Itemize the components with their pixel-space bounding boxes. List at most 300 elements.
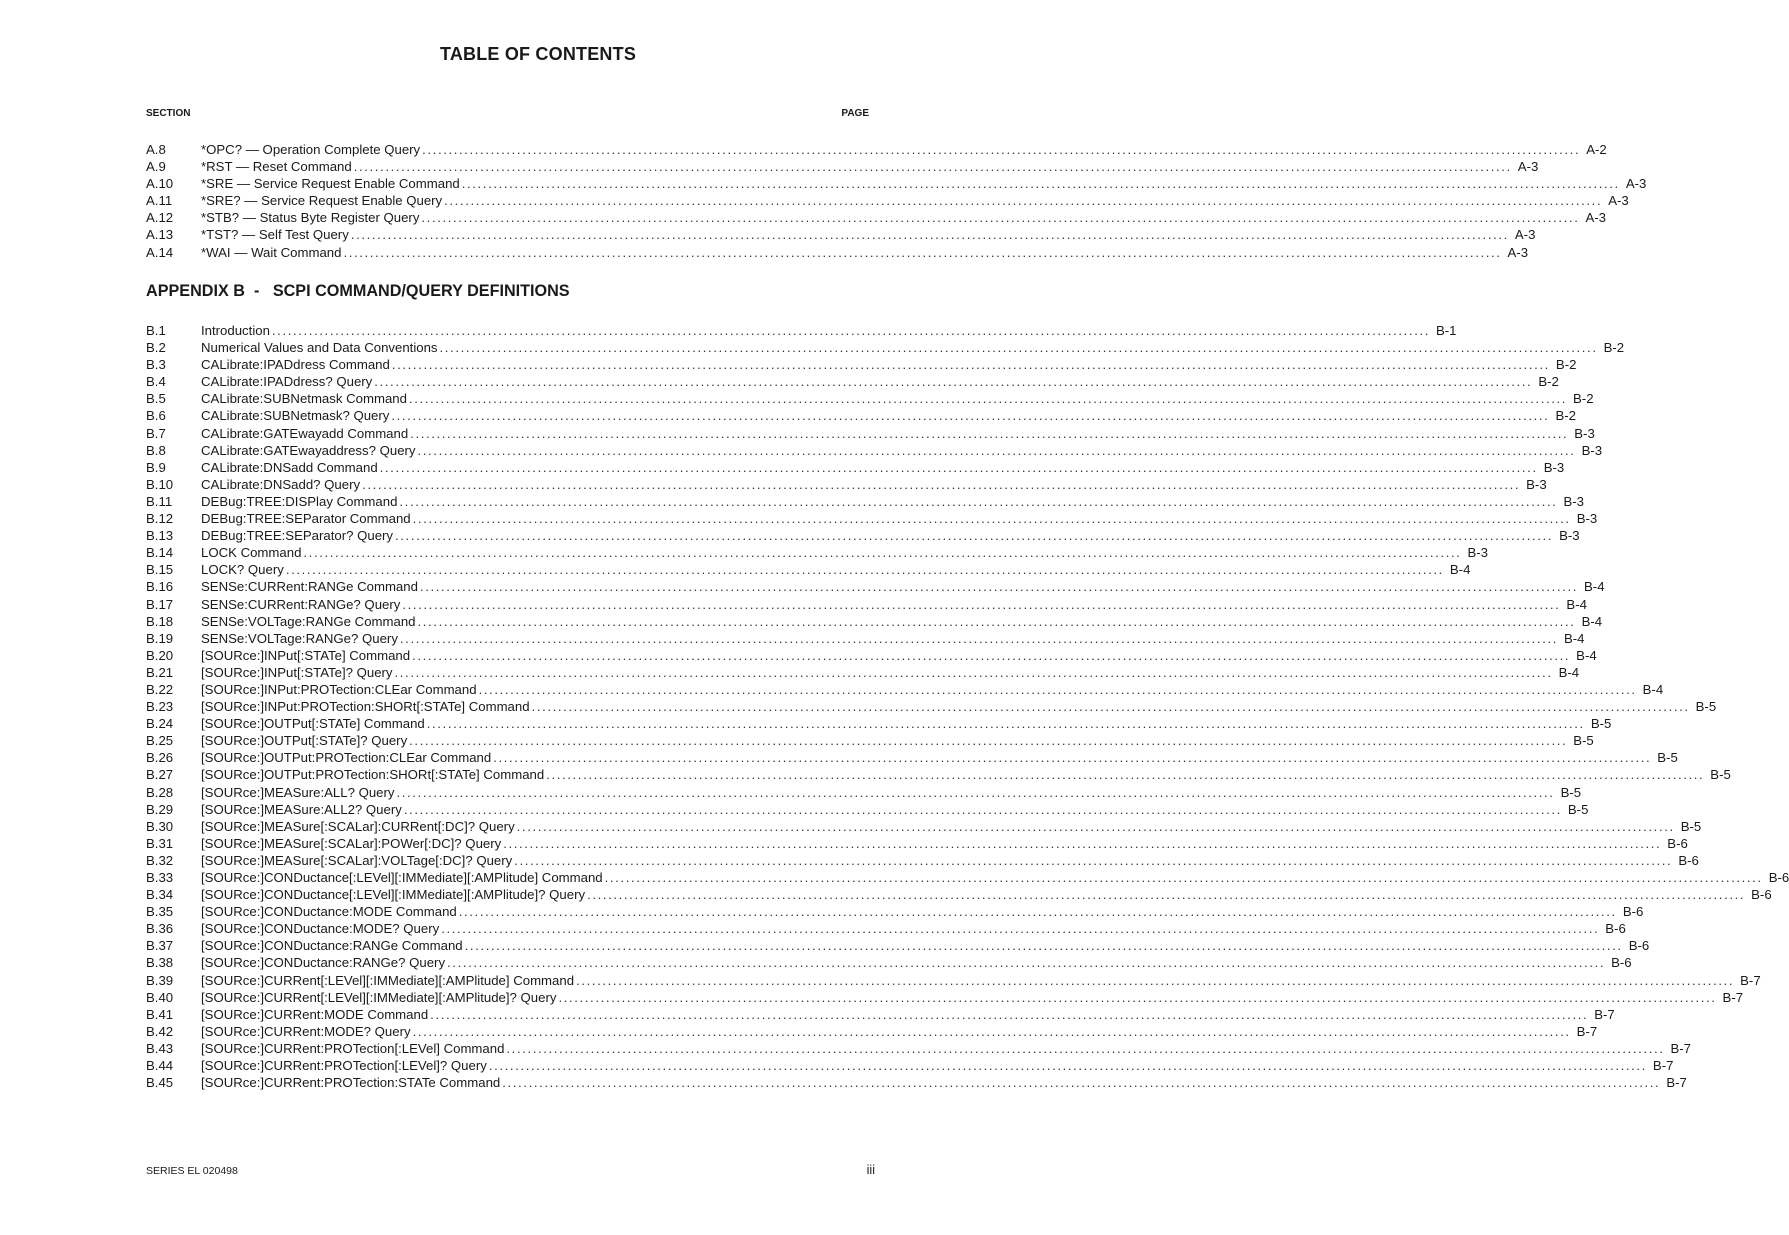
toc-entry-page: A-2 (1586, 142, 1607, 157)
toc-entry-line (201, 698, 1717, 715)
toc-entry-page: B-7 (1576, 1023, 1598, 1039)
toc-entry[interactable] (146, 937, 1650, 954)
toc-entry-title: *SRE — Service Request Enable Command (201, 176, 460, 192)
toc-entry[interactable] (146, 578, 1605, 595)
toc-entry-number: B.35 (146, 904, 174, 920)
toc-entry-page: B-6 (1628, 938, 1650, 954)
toc-entry-line (201, 339, 1625, 356)
toc-entry-number: B.15 (146, 562, 174, 578)
toc-entry-title: [SOURce:]INPut[:STATe]? Query (201, 664, 393, 680)
toc-entry-page: A-3 (1517, 159, 1539, 175)
toc-entry-title: CALibrate:SUBNetmask? Query (201, 408, 390, 424)
toc-entry-number: A.11 (146, 193, 173, 209)
toc-entry[interactable] (146, 244, 1529, 261)
toc-entry[interactable] (146, 442, 1603, 459)
toc-entry[interactable] (146, 886, 1772, 903)
toc-entry-title: [SOURce:]MEASure[:SCALar]:VOLTage[:DC]? Query (201, 852, 513, 868)
toc-entry[interactable] (146, 784, 1582, 801)
toc-entry-page: B-3 (1563, 493, 1585, 509)
toc-entry-leader-dots: ............................................................................................................................................................................................................................ (412, 1023, 1571, 1039)
toc-entry-line (201, 175, 1647, 192)
toc-entry-title: [SOURce:]INPut:PROTection:CLEar Command (201, 681, 477, 697)
toc-entry-leader-dots: ............................................................................................................................................................................................................................ (343, 244, 1502, 260)
toc-entry-page: B-2 (1573, 391, 1594, 407)
toc-entry-page: B-3 (1574, 425, 1595, 441)
toc-entry-leader-dots: ............................................................................................................................................................................................................................ (430, 1006, 1589, 1022)
toc-entry-title: [SOURce:]OUTPut:PROTection:CLEar Command (201, 750, 492, 766)
toc-entry[interactable] (146, 852, 1699, 869)
toc-entry-leader-dots: ............................................................................................................................................................................................................................ (409, 733, 1568, 749)
toc-entry-line (201, 209, 1607, 226)
toc-entry-title: [SOURce:]CONDuctance:MODE? Query (201, 921, 440, 937)
toc-entry[interactable] (146, 158, 1539, 175)
toc-entry-leader-dots: ............................................................................................................................................................................................................................ (441, 921, 1600, 937)
toc-entry-title: [SOURce:]CURRent[:LEVel][:IMMediate][:AMPlitude]? Query (201, 989, 557, 1005)
toc-entry-page: A-3 (1608, 193, 1629, 209)
toc-entry-number: A.10 (146, 176, 174, 192)
toc-entry-leader-dots: ............................................................................................................................................................................................................................ (419, 579, 1578, 595)
toc-entry-line (201, 664, 1580, 681)
toc-entry[interactable] (146, 698, 1717, 715)
toc-entry-title: CALibrate:DNSadd? Query (201, 476, 361, 492)
toc-entry[interactable] (146, 630, 1585, 647)
toc-entry-line (201, 613, 1603, 630)
toc-entry-line (201, 493, 1585, 510)
toc-entry-title: [SOURce:]MEASure:ALL? Query (201, 784, 395, 800)
toc-entry-title: [SOURce:]OUTPut:PROTection:SHORt[:STATe] Command (201, 767, 545, 783)
toc-entry-number: B.21 (146, 664, 174, 680)
toc-entry-page: B-4 (1576, 647, 1597, 663)
toc-entry-number: B.37 (146, 938, 174, 954)
toc-entry-number: B.25 (146, 733, 174, 749)
toc-entry-title: *STB? — Status Byte Register Query (201, 210, 420, 226)
toc-entry[interactable] (146, 681, 1664, 698)
toc-entry-page: B-3 (1526, 476, 1547, 492)
appendix-b-heading: APPENDIX B - SCPI COMMAND/QUERY DEFINITIONS (146, 282, 570, 300)
toc-entry[interactable] (146, 425, 1595, 442)
toc-entry[interactable] (146, 715, 1612, 732)
toc-entry-line (201, 322, 1457, 339)
toc-entry-title: SENSe:CURRent:RANGe Command (201, 579, 418, 595)
footer-page-number: iii (866, 1163, 875, 1177)
toc-entry[interactable] (146, 732, 1594, 749)
toc-entry-line (201, 527, 1580, 544)
toc-entry-number: B.41 (146, 1006, 174, 1022)
toc-entry-line (201, 561, 1471, 578)
toc-entry-title: CALibrate:IPADdress? Query (201, 374, 373, 390)
toc-entry-number: A.12 (146, 210, 174, 226)
toc-entry[interactable] (146, 141, 1607, 158)
toc-entry-page: B-2 (1538, 374, 1559, 390)
toc-entry-line (201, 476, 1547, 493)
toc-entry-title: [SOURce:]INPut:PROTection:SHORt[:STATe] Command (201, 699, 530, 715)
toc-entry-leader-dots: ............................................................................................................................................................................................................................ (362, 476, 1521, 492)
toc-entry-title: [SOURce:]CURRent:MODE? Query (201, 1023, 411, 1039)
toc-entry-line (201, 715, 1612, 732)
toc-entry-title: [SOURce:]CURRent:PROTection[:LEVel]? Query (201, 1058, 487, 1074)
toc-entry[interactable] (146, 209, 1607, 226)
toc-entry-number: B.39 (146, 972, 174, 988)
toc-entry-leader-dots: ............................................................................................................................................................................................................................ (285, 562, 1444, 578)
toc-entry-number: B.17 (146, 596, 174, 612)
toc-entry-page: B-7 (1666, 1075, 1687, 1091)
toc-entry[interactable] (146, 322, 1457, 339)
toc-entry[interactable] (146, 766, 1731, 783)
toc-entry-title: SENSe:CURRent:RANGe? Query (201, 596, 401, 612)
toc-entry-number: B.30 (146, 818, 174, 834)
toc-entry-line (201, 937, 1650, 954)
toc-entry-number: B.6 (146, 408, 166, 424)
toc-entry-leader-dots: ............................................................................................................................................................................................................................ (461, 176, 1620, 192)
toc-entry-line (201, 989, 1744, 1006)
toc-entry-page: B-7 (1594, 1006, 1615, 1022)
toc-entry-line (201, 425, 1595, 442)
toc-entry-title: SENSe:VOLTage:RANGe Command (201, 613, 416, 629)
toc-entry-page: A-3 (1507, 244, 1529, 260)
toc-entry-line (201, 390, 1594, 407)
toc-entry-line (201, 630, 1585, 647)
toc-entry-title: [SOURce:]CURRent:PROTection:STATe Command (201, 1075, 501, 1091)
toc-entry-leader-dots: ............................................................................................................................................................................................................................ (374, 374, 1533, 390)
toc-entry-title: [SOURce:]CONDuctance[:LEVel][:IMMediate][:AMPlitude]? Query (201, 887, 586, 903)
toc-entry-line (201, 1074, 1687, 1091)
toc-entry-leader-dots: ............................................................................................................................................................................................................................ (516, 818, 1675, 834)
toc-entry-line (201, 192, 1629, 209)
toc-entry[interactable] (146, 989, 1744, 1006)
toc-entry-number: B.7 (146, 425, 166, 441)
toc-entry[interactable] (146, 903, 1644, 920)
toc-entry-page: A-3 (1585, 210, 1607, 226)
toc-entry[interactable] (146, 835, 1688, 852)
toc-entry-page: B-6 (1667, 835, 1688, 851)
toc-entry-line (201, 510, 1598, 527)
toc-entry-leader-dots: ............................................................................................................................................................................................................................ (410, 425, 1569, 441)
toc-entry-number: A.14 (146, 244, 174, 260)
toc-entry-leader-dots: ............................................................................................................................................................................................................................ (396, 784, 1555, 800)
toc-entry-leader-dots: ............................................................................................................................................................................................................................ (506, 1040, 1665, 1056)
toc-entry-number: B.13 (146, 528, 174, 544)
toc-entry-number: B.3 (146, 357, 166, 373)
toc-entry[interactable] (146, 226, 1536, 243)
toc-entry-line (201, 852, 1699, 869)
toc-entry-leader-dots: ............................................................................................................................................................................................................................ (546, 767, 1705, 783)
toc-entry-title: CALibrate:GATEwayaddress? Query (201, 442, 416, 458)
toc-entry[interactable] (146, 1023, 1598, 1040)
toc-entry[interactable] (146, 749, 1678, 766)
toc-entry-leader-dots: ............................................................................................................................................................................................................................ (558, 989, 1717, 1005)
toc-entry-number: B.33 (146, 870, 174, 885)
toc-entry-page: B-6 (1622, 904, 1644, 920)
toc-entry-title: [SOURce:]MEASure[:SCALar]:POWer[:DC]? Query (201, 835, 502, 851)
toc-entry-number: B.28 (146, 784, 174, 800)
toc-entry-leader-dots: ............................................................................................................................................................................................................................ (458, 904, 1617, 920)
toc-entry-number: B.22 (146, 681, 174, 697)
toc-entry-number: B.2 (146, 340, 166, 356)
toc-entry-line (201, 801, 1589, 818)
toc-entry-number: A.8 (146, 142, 166, 157)
toc-entry-number: B.12 (146, 511, 174, 527)
page-column-header: PAGE (841, 108, 869, 119)
toc-entry-leader-dots: ............................................................................................................................................................................................................................ (402, 596, 1561, 612)
toc-entry-leader-dots: ............................................................................................................................................................................................................................ (391, 357, 1550, 373)
toc-entry-page: B-5 (1695, 699, 1717, 715)
toc-entry-number: B.38 (146, 955, 174, 971)
toc-entry-page: B-3 (1543, 459, 1565, 475)
toc-entry-line (201, 886, 1772, 903)
toc-entry[interactable] (146, 373, 1559, 390)
toc-entry[interactable] (146, 527, 1580, 544)
toc-entry-title: [SOURce:]OUTPut[:STATe] Command (201, 716, 425, 732)
toc-entry[interactable] (146, 869, 1789, 886)
toc-entry[interactable] (146, 1006, 1615, 1023)
toc-entry-number: B.11 (146, 493, 173, 509)
toc-entry-title: DEBug:TREE:DISPlay Command (201, 493, 398, 509)
toc-entry-number: B.23 (146, 699, 174, 715)
toc-entry-page: B-4 (1449, 562, 1471, 578)
toc-entry-page: B-7 (1722, 989, 1744, 1005)
toc-entry-page: B-3 (1576, 511, 1598, 527)
toc-entry-page: B-5 (1710, 767, 1731, 783)
toc-entry-page: B-4 (1566, 596, 1587, 612)
toc-entry-leader-dots: ............................................................................................................................................................................................................................ (502, 1075, 1661, 1091)
toc-entry-line (201, 442, 1603, 459)
toc-entry[interactable] (146, 596, 1587, 613)
toc-entry-title: CALibrate:DNSadd Command (201, 459, 378, 475)
toc-entry-leader-dots: ............................................................................................................................................................................................................................ (391, 408, 1550, 424)
toc-entry-page: B-4 (1584, 579, 1605, 595)
toc-entry-title: [SOURce:]CONDuctance:RANGe Command (201, 938, 463, 954)
toc-entry-number: B.5 (146, 391, 166, 407)
toc-entry-leader-dots: ............................................................................................................................................................................................................................ (350, 227, 1509, 243)
toc-entry-number: A.13 (146, 227, 174, 243)
toc-entry-number: B.18 (146, 613, 174, 629)
toc-entry-leader-dots: ............................................................................................................................................................................................................................ (421, 210, 1580, 226)
toc-entry-title: LOCK? Query (201, 562, 284, 578)
toc-entry-leader-dots: ............................................................................................................................................................................................................................ (514, 852, 1673, 868)
toc-entry-page: B-6 (1678, 852, 1699, 868)
toc-entry-number: B.43 (146, 1040, 174, 1056)
toc-entry-leader-dots: ............................................................................................................................................................................................................................ (412, 647, 1571, 663)
toc-entry-line (201, 903, 1644, 920)
toc-entry-number: B.42 (146, 1023, 174, 1039)
toc-entry-page: B-7 (1740, 972, 1761, 988)
toc-entry-title: DEBug:TREE:SEParator? Query (201, 528, 394, 544)
toc-entry-leader-dots: ............................................................................................................................................................................................................................ (503, 835, 1662, 851)
toc-entry[interactable] (146, 1040, 1692, 1057)
toc-entry-line (201, 544, 1489, 561)
toc-entry-page: B-7 (1652, 1058, 1674, 1074)
toc-entry-leader-dots: ............................................................................................................................................................................................................................ (399, 493, 1558, 509)
toc-entry-number: B.45 (146, 1075, 174, 1091)
toc-entry[interactable] (146, 510, 1598, 527)
toc-entry-line (201, 578, 1605, 595)
toc-entry-line (201, 459, 1565, 476)
toc-entry-page: B-2 (1555, 357, 1577, 373)
toc-entry-title: CALibrate:SUBNetmask Command (201, 391, 407, 407)
toc-entry-line (201, 954, 1632, 971)
toc-entry-number: B.9 (146, 459, 166, 475)
toc-entry-leader-dots: ............................................................................................................................................................................................................................ (271, 323, 1430, 338)
toc-entry-leader-dots: ............................................................................................................................................................................................................................ (447, 955, 1606, 971)
toc-entry[interactable] (146, 818, 1702, 835)
toc-entry-leader-dots: ............................................................................................................................................................................................................................ (379, 459, 1538, 475)
toc-entry-leader-dots: ............................................................................................................................................................................................................................ (403, 801, 1562, 817)
toc-entry-number: B.1 (146, 323, 166, 338)
toc-entry-leader-dots: ............................................................................................................................................................................................................................ (417, 442, 1576, 458)
toc-entry-number: B.10 (146, 476, 174, 492)
toc-entry-number: B.36 (146, 921, 174, 937)
toc-entry[interactable] (146, 613, 1603, 630)
toc-entry-leader-dots: ............................................................................................................................................................................................................................ (303, 545, 1462, 561)
toc-entry-line (201, 226, 1536, 243)
toc-entry[interactable] (146, 476, 1547, 493)
toc-entry-page: B-3 (1559, 528, 1580, 544)
toc-entry-leader-dots: ............................................................................................................................................................................................................................ (408, 391, 1568, 407)
toc-entry-title: Numerical Values and Data Conventions (201, 340, 438, 356)
toc-entry[interactable] (146, 544, 1489, 561)
toc-entry-title: Introduction (201, 323, 270, 338)
toc-entry-title: [SOURce:]OUTPut[:STATe]? Query (201, 733, 408, 749)
toc-entry-leader-dots: ............................................................................................................................................................................................................................ (604, 870, 1763, 885)
toc-entry-page: B-5 (1560, 784, 1582, 800)
toc-entry-page: B-5 (1680, 818, 1702, 834)
toc-entry-leader-dots: ............................................................................................................................................................................................................................ (576, 972, 1735, 988)
toc-entry[interactable] (146, 1057, 1674, 1074)
toc-entry[interactable] (146, 954, 1632, 971)
toc-entry-line (201, 158, 1539, 175)
toc-entry-page: B-2 (1555, 408, 1576, 424)
toc-entry-number: B.40 (146, 989, 174, 1005)
toc-entry-leader-dots: ............................................................................................................................................................................................................................ (399, 630, 1558, 646)
toc-entry-line (201, 835, 1688, 852)
toc-entry-page: B-5 (1657, 750, 1678, 766)
toc-entry-title: CALibrate:GATEwayadd Command (201, 425, 409, 441)
toc-entry-page: B-4 (1558, 664, 1580, 680)
toc-entry-leader-dots: ............................................................................................................................................................................................................................ (587, 887, 1746, 903)
toc-entry-leader-dots: ............................................................................................................................................................................................................................ (488, 1058, 1647, 1074)
toc-entry-line (201, 749, 1678, 766)
toc-entry[interactable] (146, 664, 1580, 681)
toc-entry-title: [SOURce:]MEASure[:SCALar]:CURRent[:DC]? Query (201, 818, 515, 834)
toc-entry-page: B-6 (1768, 870, 1789, 885)
toc-entry-leader-dots: ............................................................................................................................................................................................................................ (422, 142, 1581, 157)
toc-entry-page: A-3 (1625, 176, 1647, 192)
toc-entry-page: B-7 (1670, 1040, 1692, 1056)
toc-entry-page: B-4 (1642, 681, 1664, 697)
toc-entry-leader-dots: ............................................................................................................................................................................................................................ (353, 159, 1512, 175)
toc-entry[interactable] (146, 1074, 1687, 1091)
toc-entry-title: [SOURce:]CONDuctance:RANGe? Query (201, 955, 446, 971)
toc-entry-title: DEBug:TREE:SEParator Command (201, 511, 411, 527)
toc-entry[interactable] (146, 561, 1471, 578)
toc-entry-page: B-3 (1467, 545, 1489, 561)
toc-entry[interactable] (146, 920, 1626, 937)
toc-entry-number: B.26 (146, 750, 174, 766)
toc-entry-line (201, 920, 1626, 937)
toc-entry[interactable] (146, 175, 1647, 192)
page-title: TABLE OF CONTENTS (439, 44, 637, 64)
toc-list-appendix-a (146, 141, 1647, 261)
toc-entry-page: B-6 (1611, 955, 1632, 971)
toc-entry-number: B.8 (146, 442, 166, 458)
toc-list-appendix-b (146, 322, 1789, 1091)
toc-entry-title: CALibrate:IPADdress Command (201, 357, 390, 373)
toc-entry-leader-dots: ............................................................................................................................................................................................................................ (412, 511, 1571, 527)
toc-entry-number: B.29 (146, 801, 174, 817)
toc-entry-number: B.14 (146, 545, 174, 561)
toc-entry[interactable] (146, 407, 1576, 424)
toc-entry-leader-dots: ............................................................................................................................................................................................................................ (395, 528, 1554, 544)
toc-entry-title: *SRE? — Service Request Enable Query (201, 193, 443, 209)
toc-entry-line (201, 407, 1576, 424)
toc-entry-line (201, 1057, 1674, 1074)
toc-entry-page: A-3 (1514, 227, 1536, 243)
toc-entry-page: B-6 (1605, 921, 1626, 937)
toc-entry-title: *TST? — Self Test Query (201, 227, 349, 243)
toc-entry-title: *OPC? — Operation Complete Query (201, 142, 421, 157)
toc-entry-page: B-1 (1435, 323, 1457, 338)
toc-entry-number: B.20 (146, 647, 174, 663)
toc-entry-title: SENSe:VOLTage:RANGe? Query (201, 630, 398, 646)
toc-entry-line (201, 244, 1529, 261)
toc-entry-title: LOCK Command (201, 545, 302, 561)
toc-entry-leader-dots: ............................................................................................................................................................................................................................ (417, 613, 1576, 629)
toc-entry-title: *RST — Reset Command (201, 159, 352, 175)
toc-entry-title: [SOURce:]CONDuctance:MODE Command (201, 904, 457, 920)
toc-entry-line (201, 373, 1559, 390)
toc-entry-number: B.27 (146, 767, 174, 783)
toc-entry-leader-dots: ............................................................................................................................................................................................................................ (439, 340, 1598, 356)
toc-entry[interactable] (146, 493, 1585, 510)
toc-entry-line (201, 766, 1731, 783)
toc-entry[interactable] (146, 390, 1594, 407)
toc-entry-line (201, 784, 1582, 801)
toc-entry-page: B-5 (1573, 733, 1594, 749)
toc-entry-line (201, 141, 1607, 158)
toc-entry-line (201, 647, 1597, 664)
toc-entry-page: B-4 (1581, 613, 1603, 629)
toc-entry[interactable] (146, 972, 1761, 989)
toc-entry-line (201, 1040, 1692, 1057)
toc-entry-number: B.32 (146, 852, 174, 868)
toc-entry[interactable] (146, 192, 1629, 209)
toc-entry[interactable] (146, 647, 1597, 664)
toc-entry-title: *WAI — Wait Command (201, 244, 342, 260)
toc-entry-number: B.34 (146, 887, 174, 903)
toc-entry-line (201, 818, 1702, 835)
toc-entry-title: [SOURce:]CURRent[:LEVel][:IMMediate][:AMPlitude] Command (201, 972, 575, 988)
toc-entry-leader-dots: ............................................................................................................................................................................................................................ (444, 193, 1603, 209)
toc-entry[interactable] (146, 356, 1577, 373)
toc-entry-leader-dots: ............................................................................................................................................................................................................................ (531, 699, 1690, 715)
toc-entry-number: B.44 (146, 1058, 174, 1074)
toc-entry[interactable] (146, 339, 1625, 356)
toc-entry-title: [SOURce:]CURRent:MODE Command (201, 1006, 429, 1022)
toc-entry-leader-dots: ............................................................................................................................................................................................................................ (394, 664, 1553, 680)
toc-entry[interactable] (146, 801, 1589, 818)
toc-entry-line (201, 1006, 1615, 1023)
toc-entry-line (201, 732, 1594, 749)
toc-entry-page: B-5 (1567, 801, 1589, 817)
footer-series-label: SERIES EL 020498 (146, 1165, 238, 1177)
toc-entry[interactable] (146, 459, 1565, 476)
toc-entry-page: B-6 (1751, 887, 1772, 903)
toc-entry-line (201, 356, 1577, 373)
toc-entry-leader-dots: ............................................................................................................................................................................................................................ (426, 716, 1585, 732)
toc-entry-line (201, 869, 1789, 886)
toc-entry-page: B-4 (1563, 630, 1585, 646)
toc-entry-leader-dots: ............................................................................................................................................................................................................................ (493, 750, 1652, 766)
